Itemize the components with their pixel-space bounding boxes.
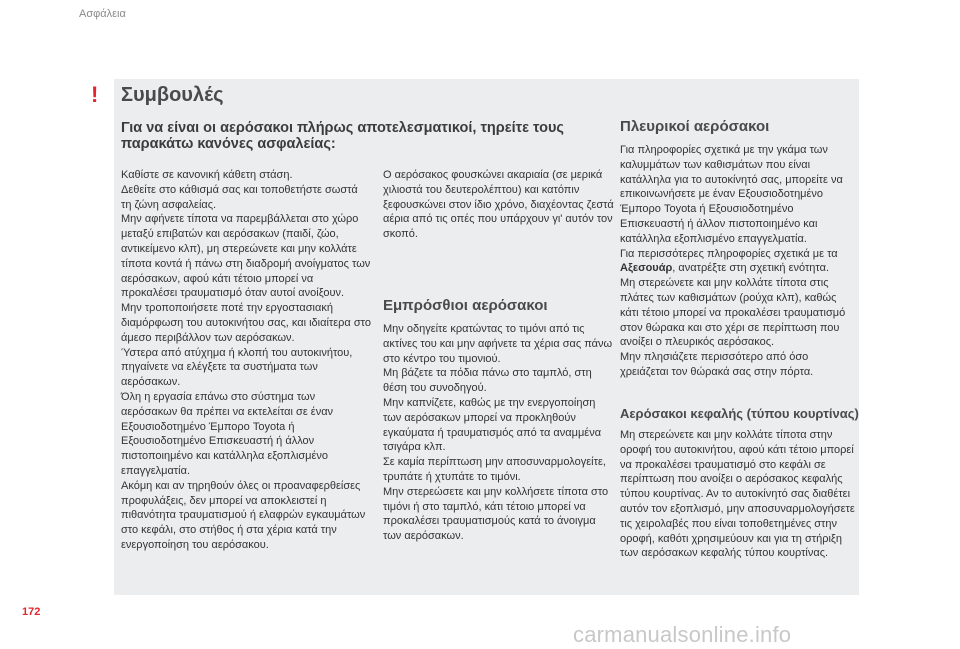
side-paragraph: Για πληροφορίες σχετικά με την γκάμα των καλυμμάτων των καθισμάτων που είναι κατάλληλα για το αυτοκίνητό σας, μπορείτε να επικοινωνήσετε με έναν Εξουσιοδοτημένο Έμπορο Toyota ή Εξουσιοδοτημένο Επισκευαστή ή άλλον πιστοποιημένο και κατάλληλα εξοπλισμένο επαγγελματία. [620, 144, 843, 245]
accessories-link-text: Αξεσουάρ [620, 262, 673, 275]
front-paragraph: Μην καπνίζετε, καθώς με την ενεργοποίηση των αερόσακων μπορεί να προκληθούν εγκαύματα ή τραυματισμός από τα αναμμένα τσιγάρα κλπ. [383, 396, 602, 454]
rule-paragraph: Ακόμη και αν τηρηθούν όλες οι προαναφερθείσες προφυλάξεις, δεν μπορεί να αποκλειστεί η πιθανότητα τραυματισμού ή ελαφρών εγκαυμάτων στο κεφάλι, στο στήθος ή στα χέρια κατά την ενεργοποίηση του αερόσακου. [121, 479, 366, 551]
general-rules-column [121, 168, 371, 553]
side-paragraph: Μη στερεώνετε και μην κολλάτε τίποτα στις πλάτες των καθισμάτων (ρούχα κλπ), καθώς κάτι τέτοιο μπορεί να προκαλέσει τραυματισμό στον θώρακα και στο χέρι σε περίπτωση που ανοίξει ο πλευρικός αερόσακος. [620, 277, 846, 349]
front-airbags-text [383, 322, 615, 544]
side-paragraph: Για περισσότερες πληροφορίες σχετικά με τα Αξεσουάρ, ανατρέξτε στη σχετική ενότητα. [620, 247, 838, 275]
front-paragraph: Μην οδηγείτε κρατώντας το τιμόνι από τις ακτίνες του και μην αφήνετε τα χέρια σας πάνω στο κέντρο του τιμονιού. [383, 323, 613, 365]
warning-icon: ! [91, 82, 99, 107]
intro-text: Για να είναι οι αερόσακοι πλήρως αποτελεσματικοί, τηρείτε τους παρακάτω κανόνες ασφαλείας: [121, 120, 564, 152]
rule-paragraph: Μην τροποποιήσετε ποτέ την εργοστασιακή διαμόρφωση του αυτοκινήτου σας, και ιδιαίτερα στο άμεσο περιβάλλον των αερόσακων. [121, 302, 371, 344]
box-title: Συμβουλές [121, 84, 224, 106]
front-paragraph: Σε καμία περίπτωση μην αποσυναρμολογείτε, τρυπάτε ή χτυπάτε το τιμόνι. [383, 456, 606, 483]
front-paragraph: Μη βάζετε τα πόδια πάνω στο ταμπλό, στη θέση του συνοδηγού. [383, 367, 592, 395]
front-airbags-heading: Εμπρόσθιοι αερόσακοι [383, 297, 548, 314]
inflation-note [383, 168, 615, 242]
inflation-paragraph: Ο αερόσακος φουσκώνει ακαριαία (σε μερικά χιλιοστά του δευτερολέπτου) και κατόπιν ξεφουσκώνει στον ίδιο χρόνο, διαχέοντας ζεστά αέρια από τις οπές που υπάρχουν γι' αυτόν τον σκοπό. [383, 169, 614, 241]
side-airbags-text [620, 143, 856, 380]
page-number: 172 [22, 606, 41, 618]
watermark: carmanualsonline.info [573, 622, 792, 647]
rule-paragraph: Μην αφήνετε τίποτα να παρεμβάλλεται στο χώρο μεταξύ επιβατών και αερόσακων (παιδί, ζώο, αντικείμενο κλπ), μη στερεώνετε και μην κολλάτε τίποτα κοντά ή πάνω στη διαδρομή ανοίγματος των αερόσακων, αφού κάτι τέτοιο μπορεί να προκαλέσει τραυματισμό όταν αυτοί ανοίξουν. [121, 213, 371, 300]
rule-paragraph: Ύστερα από ατύχημα ή κλοπή του αυτοκινήτου, πηγαίνετε να ελέγξετε τα συστήματα των αερόσακων. [121, 346, 353, 389]
curtain-airbags-heading: Αερόσακοι κεφαλής (τύπου κουρτίνας) [620, 406, 859, 421]
rule-paragraph: Όλη η εργασία επάνω στο σύστημα των αερόσακων θα πρέπει να εκτελείται σε έναν Εξουσιοδοτημένο Έμπορο Toyota ή Εξουσιοδοτημένο Επισκευαστή ή άλλον πιστοποιημένο και κατάλληλα εξοπλισμένο επαγγελματία. [121, 390, 334, 477]
side-airbags-heading: Πλευρικοί αερόσακοι [620, 118, 770, 135]
rule-paragraph: Δεθείτε στο κάθισμά σας και τοποθετήστε σωστά τη ζώνη ασφαλείας. [121, 183, 358, 211]
section-header: Ασφάλεια [79, 8, 126, 20]
curtain-paragraph: Μη στερεώνετε και μην κολλάτε τίποτα στην οροφή του αυτοκινήτου, αφού κάτι τέτοιο μπορεί να προκαλέσει τραυματισμό στο κεφάλι σε περίπτωση που ανοίξει ο αερόσακος κεφαλής τύπου κουρτίνας. Αν το αυτοκίνητό σας διαθέτει αυτόν τον εξοπλισμό, μην αποσυναρμολογήσετε τις χειρολαβές που είναι τοποθετημένες στην οροφή, καθότι χρησιμεύουν και για τη στήριξη των αερόσακων κεφαλής τύπου κουρτίνας. [620, 429, 855, 560]
front-paragraph: Μην στερεώσετε και μην κολλήσετε τίποτα στο τιμόνι ή στο ταμπλό, κάτι τέτοιο μπορεί να προκαλέσει τραυματισμούς κατά το άνοιγμα των αερόσακων. [383, 485, 609, 543]
side-paragraph: Μην πλησιάζετε περισσότερο από όσο χρειάζεται τον θώρακά σας στην πόρτα. [620, 351, 814, 378]
curtain-airbags-text [620, 428, 856, 561]
rule-paragraph: Καθίστε σε κανονική κάθετη στάση. [121, 169, 293, 181]
